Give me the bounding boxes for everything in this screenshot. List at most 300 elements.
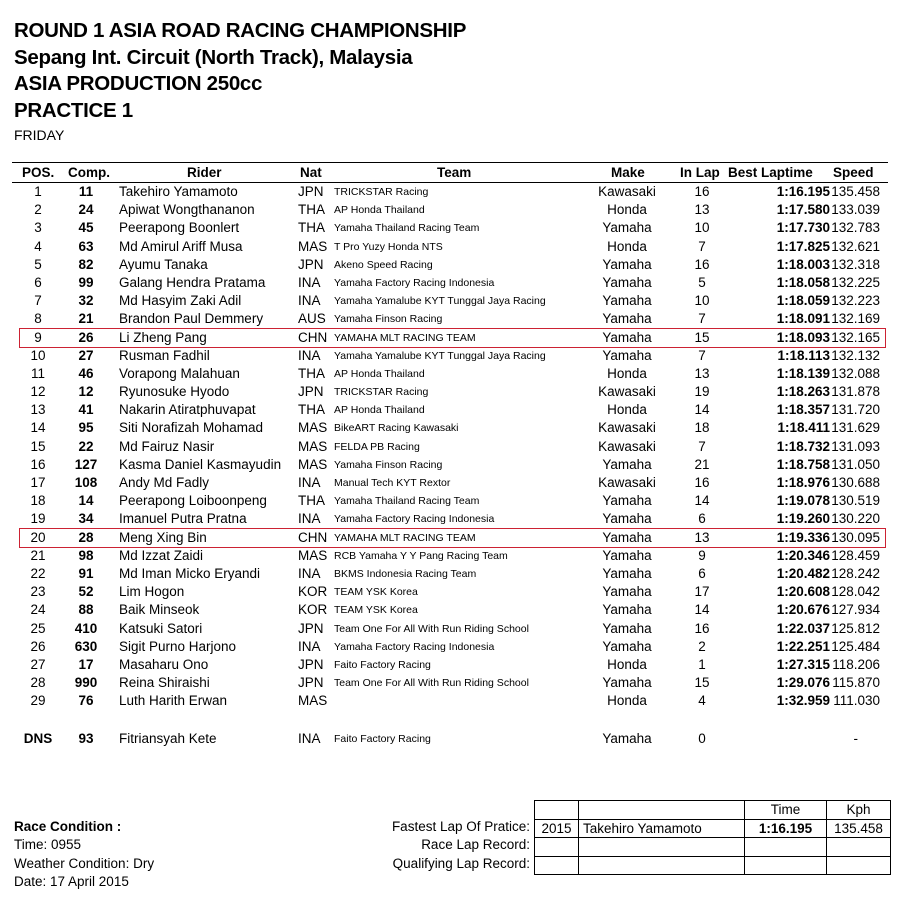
col-team: Team	[437, 165, 472, 180]
cell-speed: 130.095	[831, 529, 880, 545]
cell-pos: 15	[30, 438, 46, 454]
cell-comp: 95	[78, 420, 94, 436]
cell-speed: 130.519	[831, 493, 880, 509]
cell-best: 1:22.037	[776, 620, 830, 636]
cell-speed: 128.242	[831, 565, 880, 581]
cell-rider: Imanuel Putra Pratna	[119, 511, 247, 527]
cell-make: Yamaha	[602, 584, 652, 600]
cell-comp: 22	[78, 438, 94, 454]
cell-nat: CHN	[298, 329, 328, 345]
cell-best: 1:18.139	[776, 365, 830, 381]
table-row	[0, 547, 900, 565]
cell-pos: 18	[30, 493, 46, 509]
cell-nat: MAS	[298, 438, 328, 454]
cell-comp: 88	[78, 602, 94, 618]
cell-make: Yamaha	[602, 529, 652, 545]
results-table-header	[0, 164, 900, 182]
cell-lap: 7	[698, 347, 706, 363]
cell-lap: 21	[694, 456, 710, 472]
cell-pos: 29	[30, 693, 46, 709]
cell-speed: 132.621	[831, 238, 880, 254]
cell-team: BKMS Indonesia Racing Team	[334, 567, 477, 580]
cell-team: Yamaha Thailand Racing Team	[334, 222, 480, 235]
cell-make: Kawasaki	[598, 438, 656, 454]
cell-nat: INA	[298, 475, 321, 490]
cell-make: Yamaha	[602, 602, 652, 618]
col-pos: POS.	[22, 165, 55, 180]
cell-nat: INA	[298, 565, 321, 581]
cell-team: TRICKSTAR Racing	[334, 386, 429, 399]
dns-nat: INA	[298, 731, 321, 746]
cell-make: Kawasaki	[598, 420, 656, 436]
cell-lap: 19	[694, 384, 710, 400]
cell-best: 1:18.093	[776, 329, 830, 345]
cell-speed: 131.093	[831, 438, 880, 454]
cell-team: AP Honda Thailand	[334, 367, 425, 380]
cell-nat: MAS	[298, 420, 328, 436]
cell-team: Yamaha Factory Racing Indonesia	[334, 276, 495, 289]
records-col-kph: Kph	[827, 801, 891, 820]
circuit-title: Sepang Int. Circuit (North Track), Malaysia	[14, 45, 413, 69]
cell-pos: 3	[34, 220, 42, 236]
cell-pos: 25	[30, 620, 46, 636]
cell-best: 1:18.758	[776, 456, 830, 472]
cell-pos: 11	[30, 365, 45, 381]
cell-nat: KOR	[298, 584, 328, 600]
cell-comp: 41	[78, 402, 94, 418]
cell-pos: 20	[30, 529, 46, 545]
cell-make: Kawasaki	[598, 384, 656, 400]
cell-rider: Md Hasyim Zaki Adil	[119, 293, 242, 309]
cell-best: 1:18.411	[777, 420, 830, 436]
cell-pos: 6	[34, 274, 42, 290]
cell-rider: Nakarin Atiratphuvapat	[119, 402, 256, 418]
cell-comp: 24	[78, 202, 94, 218]
cell-speed: 132.318	[831, 256, 880, 272]
race-lap-record-label: Race Lap Record:	[421, 837, 530, 852]
table-row	[0, 474, 900, 492]
cell-team: BikeART Racing Kawasaki	[334, 422, 459, 435]
cell-comp: 82	[78, 256, 94, 272]
cell-make: Yamaha	[602, 547, 652, 563]
cell-nat: THA	[298, 402, 325, 418]
cell-speed: 125.484	[831, 638, 880, 654]
cell-team: Yamaha Yamalube KYT Tunggal Jaya Racing	[334, 349, 546, 362]
cell-nat: INA	[298, 293, 321, 309]
cell-rider: Katsuki Satori	[119, 620, 203, 636]
dns-lap: 0	[698, 731, 706, 746]
cell-team: YAMAHA MLT RACING TEAM	[334, 331, 476, 344]
cell-speed: 111.030	[833, 693, 880, 709]
cell-lap: 13	[694, 365, 710, 381]
cell-make: Honda	[607, 238, 647, 254]
results-table-body	[0, 183, 900, 710]
cell-make: Yamaha	[602, 220, 652, 236]
cell-nat: CHN	[298, 529, 328, 545]
cell-rider: Vorapong Malahuan	[119, 365, 240, 381]
cell-comp: 11	[78, 184, 94, 199]
cell-rider: Md Fairuz Nasir	[119, 438, 215, 454]
cell-lap: 16	[694, 256, 710, 272]
table-row	[0, 656, 900, 674]
cell-lap: 10	[694, 293, 710, 309]
cell-team: TRICKSTAR Racing	[334, 186, 429, 198]
cell-best: 1:19.336	[776, 529, 830, 545]
cell-team: AP Honda Thailand	[334, 204, 425, 217]
session-day: FRIDAY	[14, 127, 65, 143]
cell-nat: THA	[298, 202, 325, 218]
cell-team: YAMAHA MLT RACING TEAM	[334, 531, 476, 544]
cell-best: 1:18.091	[776, 311, 830, 327]
cell-speed: 115.870	[832, 675, 880, 691]
cell-lap: 14	[694, 602, 710, 618]
cell-make: Yamaha	[602, 347, 652, 363]
cell-best: 1:18.003	[776, 256, 830, 272]
cell-pos: 7	[34, 293, 42, 309]
cell-comp: 108	[74, 475, 98, 490]
cell-make: Yamaha	[602, 675, 652, 691]
cell-team: T Pro Yuzy Honda NTS	[334, 240, 443, 253]
cell-comp: 99	[78, 274, 94, 290]
cell-best: 1:27.315	[776, 656, 830, 672]
cell-best: 1:18.058	[776, 274, 830, 290]
cell-nat: JPN	[298, 675, 324, 691]
records-col-time: Time	[745, 801, 827, 820]
cell-rider: Md Iman Micko Eryandi	[119, 565, 261, 581]
table-row	[0, 620, 900, 638]
table-row	[0, 419, 900, 437]
cell-best: 1:20.482	[776, 565, 830, 581]
cell-comp: 17	[78, 656, 94, 672]
dns-speed: -	[853, 731, 858, 746]
cell-best: 1:16.195	[776, 184, 830, 199]
cell-comp: 91	[78, 565, 94, 581]
cell-speed: 127.934	[831, 602, 880, 618]
cell-comp: 52	[78, 584, 94, 600]
cell-comp: 34	[78, 511, 94, 527]
cell-best: 1:32.959	[776, 693, 830, 709]
col-make: Make	[611, 165, 645, 180]
col-best-laptime: Best Laptime	[728, 165, 813, 180]
cell-make: Kawasaki	[598, 475, 656, 490]
cell-speed: 130.688	[831, 475, 880, 490]
cell-pos: 8	[34, 311, 42, 327]
cell-comp: 12	[78, 384, 94, 400]
cell-best: 1:20.346	[776, 547, 830, 563]
cell-best: 1:20.608	[776, 584, 830, 600]
cell-speed: 132.088	[831, 365, 880, 381]
cell-speed: 132.783	[831, 220, 880, 236]
cell-lap: 16	[694, 475, 710, 490]
cell-rider: Baik Minseok	[119, 602, 200, 618]
event-title: ROUND 1 ASIA ROAD RACING CHAMPIONSHIP	[14, 19, 467, 42]
cell-lap: 9	[698, 547, 706, 563]
cell-make: Kawasaki	[598, 184, 656, 199]
cell-team: Team One For All With Run Riding School	[334, 677, 529, 690]
cell-best: 1:17.580	[776, 202, 830, 218]
cell-comp: 45	[78, 220, 94, 236]
cell-best: 1:18.976	[776, 475, 830, 490]
cell-pos: 5	[34, 256, 42, 272]
cell-lap: 6	[698, 511, 706, 527]
cell-make: Yamaha	[602, 565, 652, 581]
table-row	[0, 601, 900, 619]
cell-make: Honda	[607, 656, 647, 672]
cell-nat: INA	[298, 347, 321, 363]
table-row	[0, 510, 900, 528]
cell-nat: JPN	[298, 384, 324, 400]
cell-team: Manual Tech KYT Rextor	[334, 477, 451, 489]
cell-make: Yamaha	[602, 638, 652, 654]
cell-make: Yamaha	[602, 293, 652, 309]
cell-rider: Luth Harith Erwan	[119, 693, 228, 709]
dns-team: Faito Factory Racing	[334, 733, 431, 745]
cell-best: 1:18.059	[776, 293, 830, 309]
cell-make: Yamaha	[602, 256, 652, 272]
cell-rider: Li Zheng Pang	[119, 329, 207, 345]
cell-nat: MAS	[298, 456, 328, 472]
cell-team: TEAM YSK Korea	[334, 604, 418, 617]
cell-pos: 16	[30, 456, 46, 472]
cell-rider: Md Izzat Zaidi	[119, 547, 204, 563]
cell-pos: 14	[30, 420, 46, 436]
cell-lap: 15	[694, 329, 710, 345]
cell-speed: 118.206	[832, 656, 880, 672]
cell-lap: 16	[694, 620, 710, 636]
cell-rider: Rusman Fadhil	[119, 347, 210, 363]
cell-team: Yamaha Factory Racing Indonesia	[334, 640, 495, 653]
cell-rider: Peerapong Boonlert	[119, 220, 240, 236]
table-row	[0, 692, 900, 710]
cell-team: AP Honda Thailand	[334, 404, 425, 417]
cell-comp: 630	[74, 638, 98, 654]
cell-best: 1:17.730	[776, 220, 830, 236]
cell-comp: 127	[74, 456, 98, 472]
cell-speed: 125.812	[831, 620, 880, 636]
cell-rider: Md Amirul Ariff Musa	[119, 238, 243, 254]
cell-lap: 7	[698, 238, 706, 254]
class-title: ASIA PRODUCTION 250cc	[14, 72, 263, 95]
cell-comp: 98	[78, 547, 94, 563]
table-row	[0, 583, 900, 601]
cell-lap: 1	[698, 656, 706, 672]
cell-rider: Lim Hogon	[119, 584, 185, 600]
cell-lap: 7	[698, 438, 706, 454]
cell-pos: 4	[34, 238, 42, 254]
table-row	[0, 274, 900, 292]
cell-speed: 132.165	[831, 329, 880, 345]
dns-rider: Fitriansyah Kete	[119, 731, 217, 746]
fastest-lap-time: 1:16.195	[745, 819, 827, 838]
qualifying-lap-record-row	[535, 856, 891, 875]
cell-lap: 6	[698, 565, 706, 581]
cell-pos: 10	[30, 347, 46, 363]
cell-nat: JPN	[298, 656, 324, 672]
cell-best: 1:18.732	[776, 438, 830, 454]
cell-best: 1:18.263	[776, 384, 830, 400]
cell-lap: 7	[698, 311, 706, 327]
cell-pos: 23	[30, 584, 46, 600]
records-header-row	[535, 801, 891, 820]
cell-pos: 13	[30, 402, 46, 418]
cell-team: Yamaha Factory Racing Indonesia	[334, 513, 495, 526]
cell-team: Yamaha Finson Racing	[334, 458, 443, 471]
cell-pos: 9	[34, 329, 42, 345]
table-row	[0, 310, 900, 328]
cell-rider: Apiwat Wongthananon	[119, 202, 255, 218]
cell-nat: THA	[298, 220, 325, 236]
dns-make: Yamaha	[602, 731, 652, 746]
cell-team: FELDA PB Racing	[334, 440, 420, 453]
cell-best: 1:22.251	[776, 638, 830, 654]
cell-lap: 14	[694, 493, 710, 509]
cell-nat: JPN	[298, 620, 324, 636]
race-condition-heading: Race Condition :	[14, 819, 122, 834]
lap-records-table	[534, 800, 891, 875]
cell-team: Yamaha Finson Racing	[334, 313, 443, 326]
cell-team: Yamaha Thailand Racing Team	[334, 495, 480, 508]
race-condition-date: Date: 17 April 2015	[14, 874, 129, 889]
dns-label: DNS	[23, 731, 53, 746]
cell-comp: 990	[74, 675, 98, 691]
cell-speed: 132.169	[831, 311, 880, 327]
cell-best: 1:19.260	[776, 511, 830, 527]
table-row	[0, 401, 900, 419]
cell-nat: MAS	[298, 547, 328, 563]
cell-best: 1:19.078	[776, 493, 830, 509]
cell-nat: JPN	[298, 256, 324, 272]
cell-nat: MAS	[298, 238, 328, 254]
table-row	[0, 365, 900, 383]
cell-make: Yamaha	[602, 493, 652, 509]
cell-speed: 133.039	[831, 202, 880, 218]
cell-make: Honda	[607, 365, 647, 381]
cell-rider: Masaharu Ono	[119, 656, 209, 672]
fastest-lap-label: Fastest Lap Of Pratice:	[391, 819, 530, 834]
cell-rider: Reina Shiraishi	[119, 675, 210, 691]
cell-make: Honda	[607, 202, 647, 218]
cell-lap: 18	[694, 420, 710, 436]
fastest-lap-year: 2015	[535, 819, 579, 838]
cell-rider: Ryunosuke Hyodo	[119, 384, 230, 400]
cell-comp: 32	[78, 293, 94, 309]
cell-lap: 4	[698, 693, 706, 709]
cell-pos: 26	[30, 638, 46, 654]
col-in-lap: In Lap	[680, 165, 720, 180]
cell-make: Yamaha	[602, 329, 652, 345]
col-speed: Speed	[833, 165, 874, 180]
table-row	[0, 219, 900, 237]
cell-pos: 12	[30, 384, 46, 400]
cell-speed: 132.225	[831, 274, 880, 290]
cell-pos: 24	[30, 602, 46, 618]
cell-team: Faito Factory Racing	[334, 658, 431, 671]
cell-team: Akeno Speed Racing	[334, 258, 433, 271]
cell-speed: 131.050	[831, 456, 880, 472]
cell-pos: 2	[34, 202, 42, 218]
cell-lap: 17	[694, 584, 710, 600]
table-row	[0, 238, 900, 256]
document-header	[14, 18, 466, 144]
cell-comp: 63	[78, 238, 94, 254]
highlight-box-li-zheng-pang	[19, 328, 886, 348]
cell-lap: 15	[694, 675, 710, 691]
fastest-lap-kph: 135.458	[827, 819, 891, 838]
cell-comp: 28	[78, 529, 94, 545]
table-row	[0, 674, 900, 692]
table-row	[0, 438, 900, 456]
table-row	[0, 456, 900, 474]
dns-comp: 93	[78, 731, 94, 746]
cell-best: 1:17.825	[776, 238, 830, 254]
race-condition-time: Time: 0955	[14, 837, 82, 852]
cell-make: Yamaha	[602, 620, 652, 636]
cell-rider: Peerapong Loiboonpeng	[119, 493, 267, 509]
cell-team: RCB Yamaha Y Y Pang Racing Team	[334, 549, 508, 562]
cell-pos: 1	[34, 184, 42, 199]
cell-best: 1:29.076	[776, 675, 830, 691]
cell-rider: Andy Md Fadly	[119, 475, 210, 490]
cell-nat: MAS	[298, 693, 328, 709]
cell-make: Yamaha	[602, 274, 652, 290]
cell-rider: Siti Norafizah Mohamad	[119, 420, 264, 436]
qualifying-lap-record-label: Qualifying Lap Record:	[392, 856, 530, 871]
cell-speed: 131.629	[831, 420, 880, 436]
table-row	[0, 256, 900, 274]
dns-row	[0, 730, 900, 748]
cell-comp: 26	[78, 329, 94, 345]
cell-lap: 14	[694, 402, 710, 418]
cell-pos: 27	[30, 656, 46, 672]
highlight-box-meng-xing-bin	[19, 528, 886, 548]
cell-rider: Kasma Daniel Kasmayudin	[119, 456, 282, 472]
cell-speed: 131.878	[831, 384, 880, 400]
cell-comp: 21	[78, 311, 94, 327]
cell-nat: THA	[298, 365, 325, 381]
cell-speed: 128.459	[831, 547, 880, 563]
cell-rider: Galang Hendra Pratama	[119, 274, 266, 290]
table-row	[0, 347, 900, 365]
cell-comp: 27	[78, 347, 94, 363]
cell-best: 1:18.357	[776, 402, 830, 418]
cell-lap: 5	[698, 274, 706, 290]
cell-comp: 410	[74, 620, 98, 636]
table-row	[0, 638, 900, 656]
table-row	[0, 183, 900, 201]
fastest-lap-rider: Takehiro Yamamoto	[579, 819, 745, 838]
cell-make: Honda	[607, 402, 647, 418]
cell-rider: Takehiro Yamamoto	[119, 184, 238, 199]
cell-lap: 13	[694, 529, 710, 545]
cell-nat: JPN	[298, 184, 324, 199]
header-top-rule	[12, 162, 888, 163]
cell-lap: 16	[694, 184, 710, 199]
cell-nat: INA	[298, 638, 321, 654]
race-lap-record-row	[535, 838, 891, 857]
table-row	[0, 201, 900, 219]
cell-pos: 28	[30, 675, 46, 691]
cell-speed: 131.720	[831, 402, 880, 418]
cell-team: Yamaha Yamalube KYT Tunggal Jaya Racing	[334, 295, 546, 308]
table-row	[0, 492, 900, 510]
cell-pos: 19	[30, 511, 46, 527]
cell-nat: INA	[298, 274, 321, 290]
cell-comp: 76	[78, 693, 94, 709]
cell-make: Yamaha	[602, 311, 652, 327]
cell-team: TEAM YSK Korea	[334, 586, 418, 599]
cell-make: Yamaha	[602, 456, 652, 472]
cell-lap: 2	[698, 638, 706, 654]
